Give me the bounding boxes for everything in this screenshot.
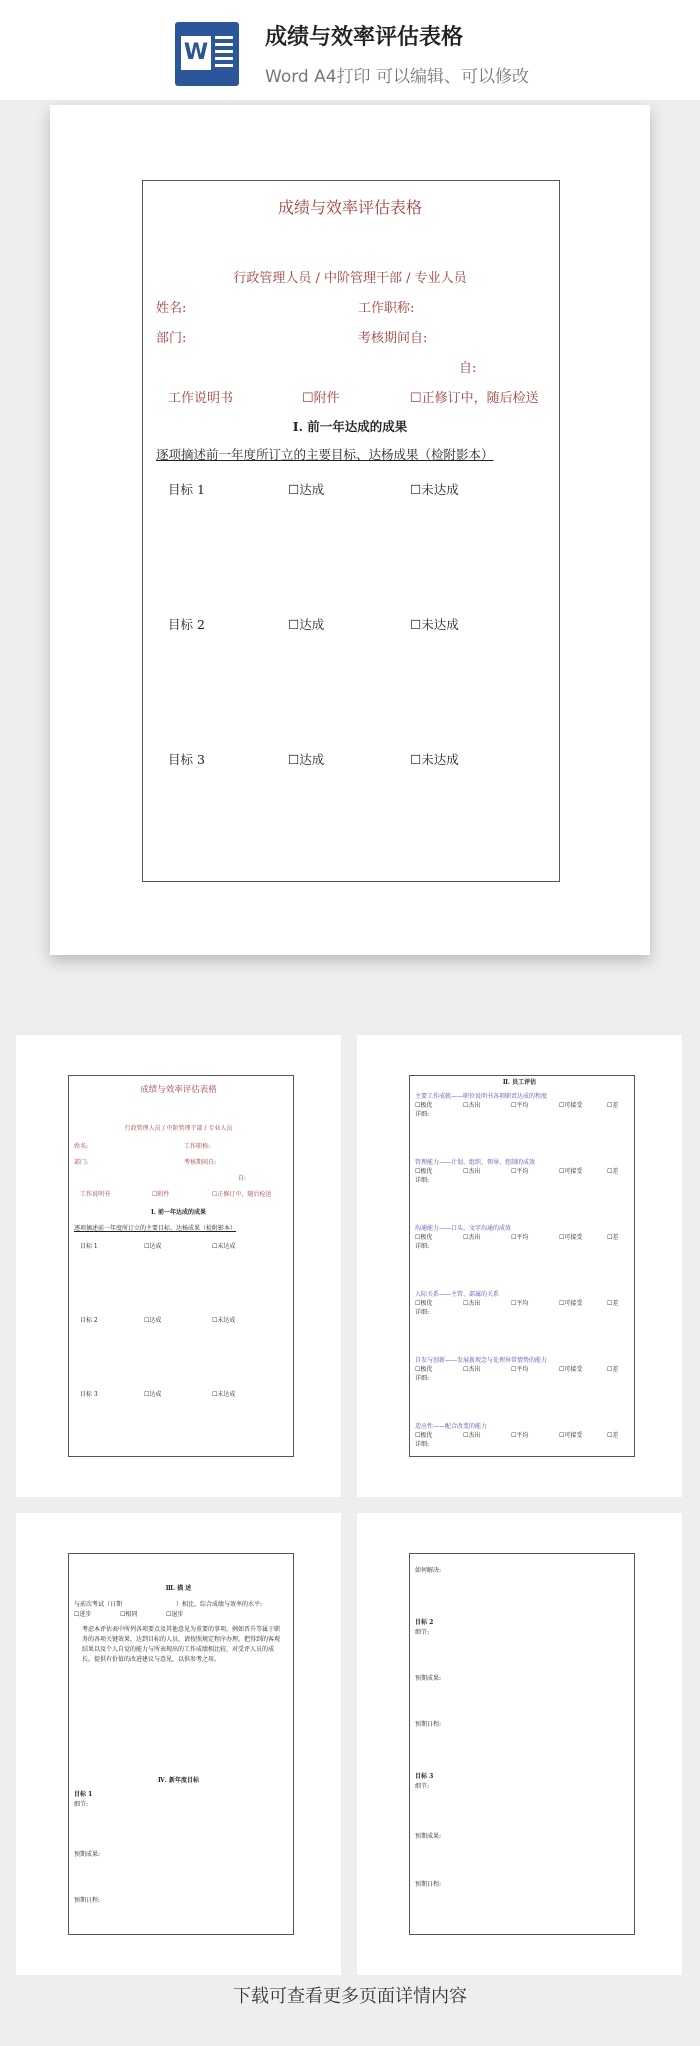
thumb1-border bbox=[68, 1075, 294, 1457]
eval-option: ☐杰出 bbox=[463, 1432, 481, 1439]
eval-option: ☐差 bbox=[607, 1102, 619, 1109]
thumb1-name: 姓名: bbox=[74, 1143, 89, 1150]
thumbnail-page-4 bbox=[357, 1513, 682, 1975]
header-banner bbox=[0, 0, 700, 100]
thumb1-goal1-ok: ☐达成 bbox=[144, 1243, 162, 1250]
eval-item-label: 沟通能力——口头、文字沟通的成效 bbox=[415, 1225, 512, 1232]
thumb4-goal3-title: 目标 3 bbox=[415, 1773, 434, 1780]
eval-option: ☐可接受 bbox=[559, 1300, 583, 1307]
thumb1-goal1-no: ☐未达成 bbox=[212, 1243, 236, 1250]
thumb4-goal2-desc: 细节: bbox=[415, 1629, 430, 1636]
thumb1-goal3: 目标 3 bbox=[80, 1391, 98, 1398]
eval-option: ☐差 bbox=[607, 1300, 619, 1307]
thumb1-attach-app: ☐附件 bbox=[152, 1191, 170, 1198]
eval-option: ☐平均 bbox=[511, 1432, 529, 1439]
thumbnail-page-1 bbox=[16, 1035, 341, 1497]
thumb4-goal2-title: 目标 2 bbox=[415, 1619, 434, 1626]
thumb1-attach-rev: ☐正修订中，随后检送 bbox=[212, 1191, 272, 1198]
thumb2-border bbox=[409, 1075, 635, 1457]
goal2-not-achieved: ☐未达成 bbox=[410, 617, 459, 632]
eval-option: ☐可接受 bbox=[559, 1102, 583, 1109]
thumb1-attach-job: 工作说明书 bbox=[80, 1191, 111, 1198]
thumb3-paragraph: 考虑本评估表中所列各项要点及其他意见为重要的事项，例如晋升等属于职务的各项关键效果，达到目标的人员，请按照规定程序办理，把得到的客观结果以及个人自觉的能力与所表现出的工作成绩相比较，对受评人员的成长，提供有价值的改进建议与意见，以供参考之用。 bbox=[82, 1626, 281, 1663]
goal3-label: 目标 3 bbox=[168, 752, 205, 767]
thumb1-goal3-ok: ☐达成 bbox=[144, 1391, 162, 1398]
eval-detail-label: 详细: bbox=[415, 1111, 430, 1118]
main-page-preview bbox=[50, 105, 650, 955]
thumb1-period: 考核期间自: bbox=[184, 1159, 217, 1166]
eval-option: ☐可接受 bbox=[559, 1366, 583, 1373]
thumb3-line1-left: 与前次考试（日期 bbox=[74, 1601, 123, 1608]
eval-option: ☐可接受 bbox=[559, 1432, 583, 1439]
eval-option: ☐极优 bbox=[415, 1432, 433, 1439]
eval-option: ☐杰出 bbox=[463, 1102, 481, 1109]
eval-option: ☐极优 bbox=[415, 1300, 433, 1307]
eval-detail-label: 详细: bbox=[415, 1243, 430, 1250]
thumb3-goal1-result: 预期成果: bbox=[74, 1851, 101, 1858]
thumbnail-page-3 bbox=[16, 1513, 341, 1975]
eval-option: ☐杰出 bbox=[463, 1234, 481, 1241]
eval-option: ☐极优 bbox=[415, 1102, 433, 1109]
dept-label: 部门: bbox=[156, 331, 187, 346]
eval-item-label: 主要工作成就——职位说明书各项职责达成的程度 bbox=[415, 1093, 548, 1100]
thumb4-border bbox=[409, 1553, 635, 1935]
thumb1-dept: 部门: bbox=[74, 1159, 89, 1166]
eval-option: ☐极优 bbox=[415, 1366, 433, 1373]
eval-item-label: 人际关系——主管、部属的关系 bbox=[415, 1291, 500, 1298]
eval-option: ☐平均 bbox=[511, 1168, 529, 1175]
eval-detail-label: 详细: bbox=[415, 1441, 430, 1448]
staff-types: 行政管理人员 / 中阶管理干部 / 专业人员 bbox=[233, 271, 467, 286]
footer-text: 下载可查看更多页面详情内容 bbox=[233, 1986, 467, 2007]
eval-option: ☐杰出 bbox=[463, 1168, 481, 1175]
thumb3-goal1-title: 目标 1 bbox=[74, 1791, 93, 1798]
section1-instruction: 逐项摘述前一年度所订立的主要目标、达杨成果（检附影本） bbox=[156, 447, 494, 462]
eval-item-label: 自发与创新——发展新观念与处理异常情势的能力 bbox=[415, 1357, 548, 1364]
eval-item-label: 适应性——配合改变的能力 bbox=[415, 1423, 488, 1430]
header-subtitle: Word A4打印 可以编辑、可以修改 bbox=[265, 67, 529, 87]
thumb3-goal1-date: 预期日程: bbox=[74, 1897, 101, 1904]
eval-detail-label: 详细: bbox=[415, 1309, 430, 1316]
goal1-label: 目标 1 bbox=[168, 482, 205, 497]
attach-job-desc: 工作说明书 bbox=[168, 391, 234, 406]
thumb1-goal2-ok: ☐达成 bbox=[144, 1317, 162, 1324]
thumb3-title: Ⅲ. 描 述 bbox=[165, 1585, 192, 1592]
thumb3-opt-regress: ☐退步 bbox=[166, 1611, 184, 1618]
thumb1-goal2: 目标 2 bbox=[80, 1317, 98, 1324]
attach-appendix: ☐附件 bbox=[302, 391, 340, 406]
thumb2-title: Ⅱ. 员工评估 bbox=[502, 1079, 537, 1086]
goal1-achieved: ☐达成 bbox=[288, 482, 325, 497]
thumb4-goal3-desc: 细节: bbox=[415, 1783, 430, 1790]
thumb1-goal3-no: ☐未达成 bbox=[212, 1391, 236, 1398]
eval-option: ☐极优 bbox=[415, 1234, 433, 1241]
eval-option: ☐可接受 bbox=[559, 1168, 583, 1175]
eval-option: ☐杰出 bbox=[463, 1366, 481, 1373]
eval-option: ☐平均 bbox=[511, 1366, 529, 1373]
eval-option: ☐平均 bbox=[511, 1234, 529, 1241]
thumb3-goal1-desc: 细节: bbox=[74, 1801, 89, 1808]
eval-option: ☐极优 bbox=[415, 1168, 433, 1175]
thumb1-staff-types: 行政管理人员 / 中阶管理干部 / 专业人员 bbox=[124, 1125, 233, 1132]
word-letter: W bbox=[181, 36, 211, 70]
goal2-label: 目标 2 bbox=[168, 617, 205, 632]
thumb1-job-title: 工作职称: bbox=[184, 1143, 211, 1150]
thumb1-goal2-no: ☐未达成 bbox=[212, 1317, 236, 1324]
period-label: 考核期间自: bbox=[358, 331, 428, 346]
goal1-not-achieved: ☐未达成 bbox=[410, 482, 459, 497]
word-icon bbox=[175, 22, 239, 86]
eval-option: ☐差 bbox=[607, 1432, 619, 1439]
eval-option: ☐平均 bbox=[511, 1300, 529, 1307]
attach-revising: ☐正修订中，随后检送 bbox=[410, 391, 539, 406]
form-title: 成绩与效率评估表格 bbox=[277, 198, 422, 217]
section1-title: Ⅰ. 前一年达成的成果 bbox=[292, 419, 408, 434]
thumb3-opt-progress: ☐进步 bbox=[74, 1611, 92, 1618]
eval-detail-label: 详细: bbox=[415, 1177, 430, 1184]
eval-option: ☐差 bbox=[607, 1234, 619, 1241]
goal3-achieved: ☐达成 bbox=[288, 752, 325, 767]
eval-option: ☐平均 bbox=[511, 1102, 529, 1109]
goal2-achieved: ☐达成 bbox=[288, 617, 325, 632]
to-label: 自: bbox=[459, 361, 477, 376]
thumb3-section4: Ⅳ. 新年度目标 bbox=[158, 1777, 199, 1784]
thumb1-section1: Ⅰ. 前一年达成的成果 bbox=[151, 1209, 206, 1216]
eval-item-label: 管理能力——计划、组织、领导、控制的成效 bbox=[415, 1159, 536, 1166]
job-title-label: 工作职称: bbox=[358, 301, 415, 316]
eval-option: ☐可接受 bbox=[559, 1234, 583, 1241]
eval-option: ☐差 bbox=[607, 1366, 619, 1373]
thumb4-goal3-result: 预期成果: bbox=[415, 1833, 442, 1840]
thumb4-goal3-date: 预期日程: bbox=[415, 1881, 442, 1888]
eval-detail-label: 详细: bbox=[415, 1375, 430, 1382]
goal3-not-achieved: ☐未达成 bbox=[410, 752, 459, 767]
header-title: 成绩与效率评估表格 bbox=[265, 25, 464, 50]
thumbnail-page-2 bbox=[357, 1035, 682, 1497]
thumb1-to: 自: bbox=[238, 1175, 247, 1182]
thumb4-goal2-result: 预期成果: bbox=[415, 1675, 442, 1682]
thumb4-goal2-date: 预期日程: bbox=[415, 1721, 442, 1728]
eval-option: ☐差 bbox=[607, 1168, 619, 1175]
thumb1-instruction: 逐项摘述前一年度所订立的主要目标、达杨成果（检附影本） bbox=[74, 1225, 237, 1232]
eval-option: ☐杰出 bbox=[463, 1300, 481, 1307]
thumb3-opt-same: ☐相同 bbox=[120, 1611, 138, 1618]
thumb4-how: 如何解决: bbox=[415, 1567, 442, 1574]
thumb1-goal1: 目标 1 bbox=[80, 1243, 98, 1250]
name-label: 姓名: bbox=[156, 301, 187, 316]
thumb3-line1-right: ）相比，综合成绩与效率的水平: bbox=[176, 1601, 263, 1608]
thumb1-title: 成绩与效率评估表格 bbox=[140, 1085, 217, 1095]
